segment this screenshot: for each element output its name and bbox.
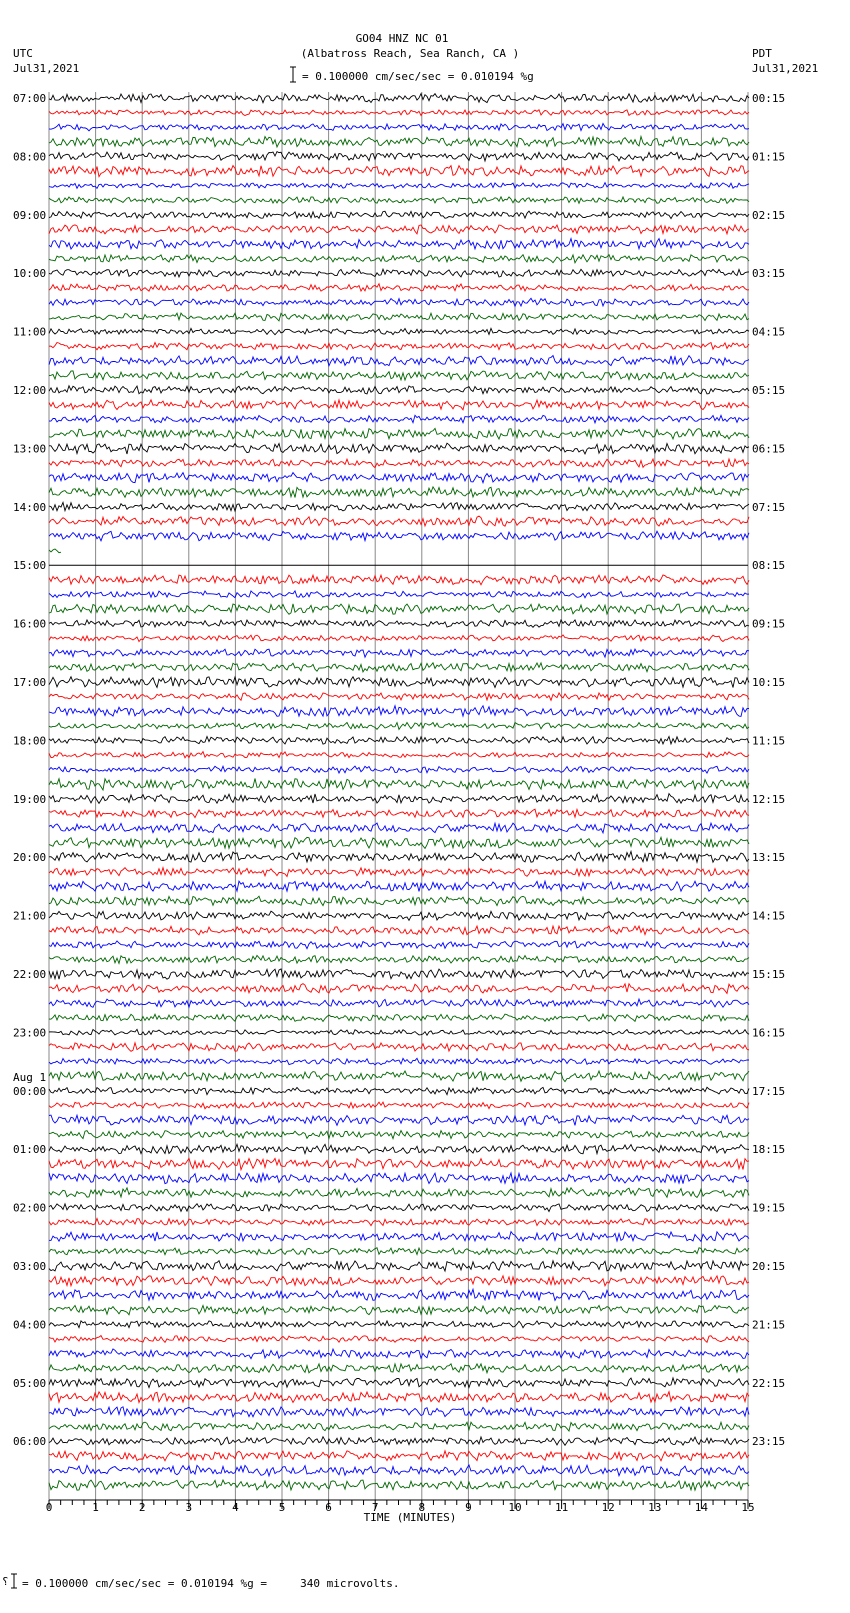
seismic-trace — [49, 984, 749, 994]
seismic-trace — [49, 443, 749, 454]
utc-hour-label: 02:00 — [13, 1201, 47, 1215]
x-tick-label: 3 — [185, 1501, 193, 1514]
footer-scale-bar-icon — [11, 1574, 17, 1588]
seismic-trace — [49, 620, 749, 627]
seismic-trace — [49, 794, 749, 804]
seismic-trace — [49, 1392, 749, 1403]
seismic-trace — [49, 779, 749, 791]
x-tick-label: 10 — [508, 1501, 522, 1514]
seismic-trace — [49, 1451, 749, 1461]
x-tick-label: 13 — [648, 1501, 662, 1514]
seismic-trace — [49, 1173, 749, 1184]
pdt-hour-label: 09:15 — [752, 617, 786, 631]
seismic-trace — [49, 999, 749, 1007]
seismic-trace — [49, 1232, 749, 1242]
pdt-hour-label: 03:15 — [752, 267, 786, 281]
utc-hour-label: 11:00 — [13, 325, 47, 339]
utc-hour-label: 06:00 — [13, 1435, 47, 1449]
utc-hour-label: 13:00 — [13, 442, 47, 456]
pdt-hour-label: 19:15 — [752, 1201, 786, 1215]
seismic-trace — [49, 313, 749, 321]
seismic-trace — [49, 809, 749, 817]
seismic-trace — [49, 459, 749, 468]
pdt-hour-label: 16:15 — [752, 1026, 786, 1040]
pdt-hour-label: 10:15 — [752, 676, 786, 689]
seismic-trace — [49, 473, 749, 483]
seismic-trace — [49, 852, 749, 863]
utc-hour-label: 19:00 — [13, 792, 47, 806]
seismic-trace — [49, 343, 749, 350]
seismic-trace — [49, 706, 749, 717]
pdt-hour-label: 07:15 — [752, 500, 786, 514]
x-tick-label: 15 — [741, 1501, 755, 1514]
utc-hour-label: 12:00 — [13, 384, 47, 397]
utc-hour-label: 23:00 — [13, 1026, 47, 1040]
seismic-trace — [49, 400, 749, 410]
seismic-trace — [49, 94, 749, 103]
pdt-hour-label: 23:15 — [752, 1435, 786, 1449]
seismic-trace — [49, 1364, 749, 1373]
seismic-trace — [49, 1058, 749, 1065]
seismic-trace — [49, 737, 749, 745]
seismic-trace — [49, 1204, 749, 1212]
seismic-trace — [49, 823, 749, 833]
pdt-hour-label: 01:15 — [752, 150, 786, 164]
x-tick-label: 5 — [278, 1501, 286, 1514]
seismic-trace — [49, 152, 749, 161]
seismic-trace — [49, 926, 749, 935]
seismic-trace — [49, 1336, 749, 1343]
seismic-trace — [49, 1407, 749, 1417]
x-tick-label: 4 — [232, 1501, 239, 1514]
seismic-trace — [49, 911, 749, 920]
pdt-hour-label: 11:15 — [752, 734, 786, 748]
seismic-trace — [49, 1437, 749, 1446]
utc-hour-label: 14:00 — [13, 500, 47, 514]
footer-scale-text: = 0.100000 cm/sec/sec = 0.010194 %g = 340 microvolts. — [22, 1577, 400, 1590]
seismic-trace — [49, 693, 749, 700]
utc-hour-label: 18:00 — [13, 734, 47, 748]
utc-hour-label: 21:00 — [13, 909, 47, 923]
utc-hour-label: 16:00 — [13, 617, 47, 631]
seismic-trace — [49, 371, 749, 380]
seismic-trace — [49, 752, 749, 758]
seismic-trace — [49, 837, 749, 848]
pdt-hour-label: 00:15 — [752, 92, 786, 105]
chart-title: GO04 HNZ NC 01 — [355, 32, 449, 45]
seismic-trace — [49, 269, 749, 277]
seismic-trace — [49, 1131, 749, 1139]
seismic-trace — [49, 284, 749, 291]
seismic-trace — [49, 649, 749, 657]
seismic-trace — [49, 1465, 749, 1476]
utc-hour-label: 05:00 — [13, 1376, 47, 1390]
pdt-hour-label: 04:15 — [752, 325, 786, 339]
pdt-hour-label: 20:15 — [752, 1260, 786, 1273]
seismic-trace — [49, 941, 749, 949]
seismic-trace — [49, 766, 749, 773]
right-date: Jul31,2021 — [752, 62, 819, 75]
seismic-trace — [49, 183, 749, 189]
seismic-trace — [49, 881, 749, 891]
pdt-hour-label: 15:15 — [752, 968, 786, 981]
pdt-hour-labels — [752, 92, 785, 1448]
seismic-trace — [49, 549, 61, 553]
seismic-trace — [49, 1115, 749, 1126]
seismic-trace — [49, 1480, 749, 1490]
seismic-trace — [49, 575, 749, 585]
utc-hour-label: 00:00 — [13, 1084, 47, 1098]
utc-hour-labels — [13, 92, 46, 1448]
seismic-trace — [49, 1158, 749, 1169]
seismic-trace — [49, 1289, 749, 1300]
utc-hour-label: 20:00 — [13, 851, 47, 865]
x-axis-title: TIME (MINUTES) — [363, 1511, 457, 1524]
seismic-trace — [49, 868, 749, 877]
pdt-hour-label: 14:15 — [752, 909, 786, 923]
seismic-trace — [49, 955, 749, 963]
seismic-trace — [49, 896, 749, 905]
seismic-trace — [49, 1043, 749, 1052]
seismic-trace — [49, 298, 749, 306]
x-tick-label: 1 — [92, 1501, 99, 1514]
x-tick-label: 2 — [138, 1501, 146, 1514]
pdt-hour-label: 08:15 — [752, 559, 786, 573]
left-timezone: UTC — [13, 47, 33, 60]
seismic-trace — [49, 415, 749, 423]
seismic-trace — [49, 1029, 749, 1035]
seismic-trace — [49, 502, 749, 511]
x-tick-label: 9 — [465, 1501, 472, 1514]
seismic-trace — [49, 487, 749, 498]
pdt-hour-label: 02:15 — [752, 208, 786, 222]
chart-subtitle: (Albatross Reach, Sea Ranch, CA ) — [300, 47, 520, 60]
left-date: Jul31,2021 — [13, 62, 80, 75]
seismic-trace — [49, 1306, 749, 1315]
utc-hour-label: 22:00 — [13, 968, 47, 981]
x-tick-label: 0 — [45, 1501, 53, 1514]
pdt-hour-label: 06:15 — [752, 442, 786, 456]
pdt-hour-label: 18:15 — [752, 1143, 786, 1157]
seismic-trace — [49, 1071, 749, 1082]
x-tick-label: 14 — [694, 1501, 709, 1514]
utc-hour-label: 08:00 — [13, 150, 47, 164]
seismic-trace — [49, 197, 749, 204]
right-timezone: PDT — [752, 47, 772, 60]
seismic-trace — [49, 969, 749, 979]
utc-hour-label: 01:00 — [13, 1143, 47, 1157]
utc-hour-label: 10:00 — [13, 267, 47, 281]
pdt-hour-label: 05:15 — [752, 384, 786, 397]
seismic-trace — [49, 1349, 749, 1359]
seismic-trace — [49, 225, 749, 234]
pdt-hour-label: 22:15 — [752, 1376, 786, 1390]
x-tick-label: 11 — [554, 1501, 569, 1514]
seismic-trace — [49, 1188, 749, 1198]
seismic-trace — [49, 604, 749, 614]
seismic-trace — [49, 239, 749, 249]
seismic-trace — [49, 1014, 749, 1021]
seismic-trace — [49, 635, 749, 642]
utc-hour-label: 07:00 — [13, 92, 47, 105]
x-tick-label: 12 — [601, 1501, 615, 1514]
seismic-trace — [49, 1219, 749, 1226]
seismic-trace — [49, 591, 749, 598]
x-tick-label: 7 — [371, 1501, 379, 1514]
seismic-trace — [49, 110, 749, 116]
seismic-trace — [49, 255, 749, 263]
pdt-hour-label: 13:15 — [752, 851, 786, 865]
x-tick-label: 6 — [325, 1501, 332, 1514]
utc-hour-label: 03:00 — [13, 1260, 47, 1273]
seismic-trace — [49, 1276, 749, 1286]
pdt-hour-label: 17:15 — [752, 1084, 786, 1098]
seismic-trace — [49, 1087, 749, 1094]
utc-hour-label: 17:00 — [13, 676, 47, 689]
utc-hour-label: 04:00 — [13, 1318, 47, 1332]
seismic-trace — [49, 1378, 749, 1388]
pdt-hour-label: 21:15 — [752, 1318, 786, 1332]
seismic-trace — [49, 663, 749, 672]
scale-text: = 0.100000 cm/sec/sec = 0.010194 %g — [302, 70, 534, 83]
seismic-trace — [49, 1422, 749, 1431]
seismic-trace — [49, 166, 749, 177]
seismic-trace — [49, 516, 749, 526]
seismic-trace — [49, 677, 749, 688]
utc-hour-label: 15:00 — [13, 559, 47, 573]
seismic-trace — [49, 124, 749, 131]
seismic-trace — [49, 328, 749, 334]
x-tick-label: 8 — [418, 1501, 426, 1514]
seismic-trace — [49, 1144, 749, 1154]
seismic-trace — [49, 386, 749, 394]
date-change-label: Aug 1 — [13, 1070, 47, 1084]
trace-group — [49, 94, 749, 1491]
seismic-trace — [49, 356, 749, 366]
seismic-trace — [49, 211, 749, 219]
footer-marker-icon: ⸮ — [2, 1575, 9, 1588]
seismic-trace — [49, 1321, 749, 1328]
seismic-trace — [49, 723, 749, 730]
seismic-trace — [49, 137, 749, 148]
pdt-hour-label: 12:15 — [752, 792, 786, 806]
scale-bar-icon — [290, 67, 296, 82]
seismic-trace — [49, 428, 749, 439]
utc-hour-label: 09:00 — [13, 208, 47, 222]
seismic-trace — [49, 1248, 749, 1255]
seismic-trace — [49, 1102, 749, 1109]
seismic-trace — [49, 531, 749, 541]
seismic-trace — [49, 1261, 749, 1271]
